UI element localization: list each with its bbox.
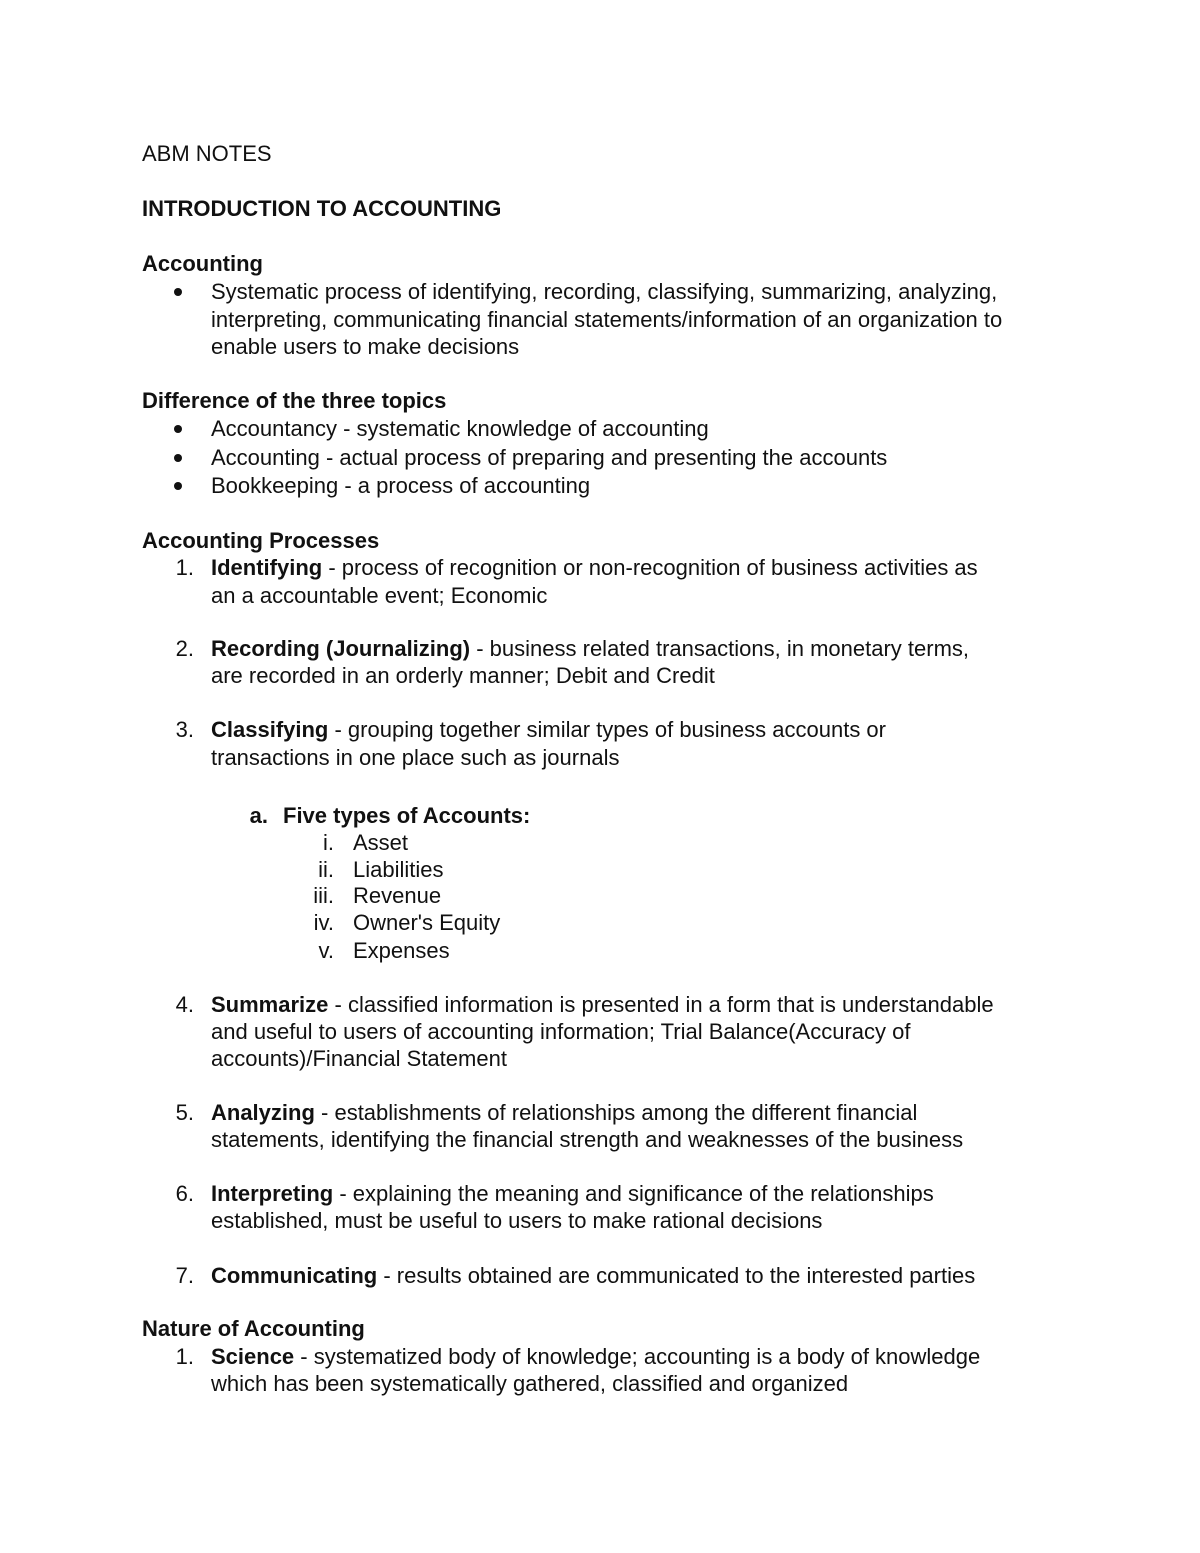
process-item-classifying (211, 716, 886, 744)
roman-marker: iii. (313, 883, 334, 908)
process-item-recording (211, 635, 969, 663)
account-type-item: Liabilities (353, 857, 444, 882)
process-description: - process of recognition or non-recognition of business activities as (322, 555, 978, 580)
list-number: 4. (175, 992, 194, 1017)
list-number: 5. (175, 1100, 194, 1125)
process-term: Recording (Journalizing) (211, 636, 471, 661)
accounting-definition-line-2: interpreting, communicating financial statements/information of an organization to (211, 307, 1003, 332)
process-description: - establishments of relationships among the different financial (314, 1100, 918, 1125)
list-number: 2. (175, 636, 194, 661)
list-item: Bookkeeping - a process of accounting (211, 473, 591, 498)
roman-marker: ii. (318, 857, 334, 882)
account-type-item: Expenses (353, 938, 450, 963)
bullet-icon (174, 425, 182, 433)
roman-marker: i. (323, 830, 334, 855)
process-item-communicating (211, 1262, 975, 1290)
process-term: Classifying (211, 717, 329, 742)
section-heading-nature: Nature of Accounting (142, 1316, 365, 1341)
process-description-cont: established, must be useful to users to make rational decisions (211, 1208, 823, 1233)
account-type-item: Owner's Equity (353, 910, 501, 935)
sublist-marker: a. (249, 803, 268, 828)
process-description-cont: are recorded in an orderly manner; Debit and Credit (211, 663, 715, 688)
process-term: Identifying (211, 555, 323, 580)
list-number: 6. (175, 1181, 194, 1206)
process-item-interpreting (211, 1180, 934, 1208)
accounting-definition-line-3: enable users to make decisions (211, 334, 520, 359)
doc-title: ABM NOTES (142, 141, 272, 166)
process-description: - results obtained are communicated to the interested parties (377, 1263, 976, 1288)
list-number: 7. (175, 1263, 194, 1288)
process-description: - classified information is presented in a form that is understandable (328, 992, 994, 1017)
section-heading-difference: Difference of the three topics (142, 388, 447, 413)
process-term: Summarize (211, 992, 329, 1017)
nature-description-cont: which has been systematically gathered, classified and organized (211, 1371, 849, 1396)
process-description-cont: transactions in one place such as journals (211, 745, 620, 770)
account-type-item: Revenue (353, 883, 442, 908)
process-term: Communicating (211, 1263, 378, 1288)
bullet-icon (174, 288, 182, 296)
main-heading: INTRODUCTION TO ACCOUNTING (142, 196, 502, 221)
roman-marker: v. (318, 938, 334, 963)
process-description-cont: statements, identifying the financial strength and weaknesses of the business (211, 1127, 964, 1152)
process-description-cont: and useful to users of accounting information; Trial Balance(Accuracy of (211, 1019, 911, 1044)
nature-description: - systematized body of knowledge; accounting is a body of knowledge (294, 1344, 981, 1369)
nature-term: Science (211, 1344, 295, 1369)
section-heading-processes: Accounting Processes (142, 528, 380, 553)
process-description-cont: accounts)/Financial Statement (211, 1046, 507, 1071)
process-description: - grouping together similar types of business accounts or (328, 717, 886, 742)
process-item-analyzing (211, 1099, 917, 1127)
section-heading-accounting: Accounting (142, 251, 263, 276)
process-description: - business related transactions, in monetary terms, (470, 636, 970, 661)
process-item-identifying (211, 554, 978, 582)
process-term: Analyzing (211, 1100, 315, 1125)
list-number: 3. (175, 717, 194, 742)
list-item: Accountancy - systematic knowledge of accounting (211, 416, 709, 441)
process-description-cont: an a accountable event; Economic (211, 583, 548, 608)
list-number: 1. (175, 1344, 194, 1369)
list-number: 1. (175, 555, 194, 580)
process-term: Interpreting (211, 1181, 334, 1206)
list-item: Accounting - actual process of preparing and presenting the accounts (211, 445, 888, 470)
process-description: - explaining the meaning and significance of the relationships (333, 1181, 934, 1206)
accounting-definition-line-1: Systematic process of identifying, recording, classifying, summarizing, analyzing, (211, 279, 998, 304)
nature-item-science (211, 1343, 980, 1371)
sublist-heading: Five types of Accounts: (283, 803, 531, 828)
roman-marker: iv. (313, 910, 334, 935)
account-type-item: Asset (353, 830, 409, 855)
bullet-icon (174, 454, 182, 462)
process-item-summarize (211, 991, 994, 1019)
bullet-icon (174, 482, 182, 490)
